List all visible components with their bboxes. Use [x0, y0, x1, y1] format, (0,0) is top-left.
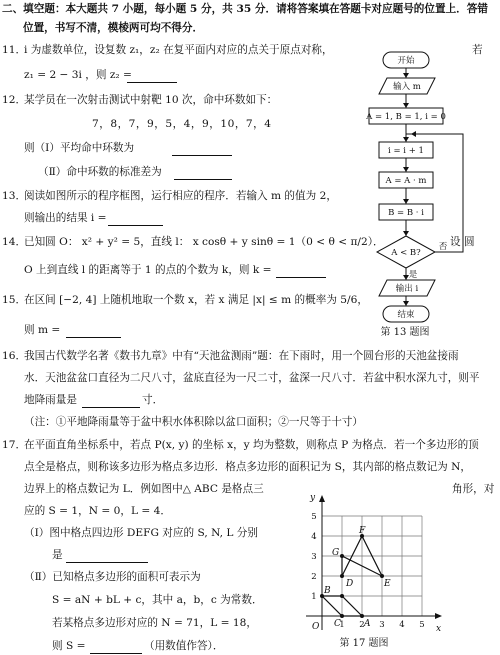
q11-answer-blank[interactable] — [127, 82, 177, 83]
q16-line1: 我国古代数学名著《数书九章》中有“天池盆测雨”题：在下雨时，用一个圆台形的天池盆接雨 — [24, 350, 459, 362]
flow-start-label: 开始 — [397, 56, 415, 66]
q16-answer-blank[interactable] — [82, 407, 140, 408]
q15-number: 15． — [2, 294, 27, 306]
q17-caption: 第 17 题图 — [339, 638, 389, 649]
q17-number: 17． — [2, 439, 27, 451]
q13-line2: 则输出的结果 i = — [24, 212, 107, 224]
origin-label: O — [312, 622, 320, 632]
flow-init-label: A = 1, B = 1, i = 0 — [366, 112, 446, 122]
flow-no-label: 否 — [438, 242, 448, 252]
q15-answer-blank[interactable] — [66, 337, 121, 338]
q17-line1: 在平面直角坐标系中，若点 P(x, y) 的坐标 x，y 均为整数，则称点 P 为格点．若一个多边形的顶 — [24, 439, 479, 451]
tick-x-5: 5 — [419, 620, 425, 630]
tick-y-5: 5 — [311, 512, 317, 522]
section-heading-line2: 位置，书写不清，模棱两可均不得分． — [23, 22, 204, 34]
tick-x-2: 2 — [359, 620, 365, 630]
q17-part2d-tail: （用数值作答）． — [144, 640, 224, 652]
q14-line1: 已知圆 O： x² + y² = 5，直线 l： x cosθ + y sinθ = 1（0 < θ < π/2）． — [24, 236, 384, 248]
q16-note: （注：①平地降雨量等于盆中积水体积除以盆口面积；②一尺等于十寸） — [24, 416, 363, 428]
q17-line2: 点全是格点，则称该多边形为格点多边形．格点多边形的面积记为 S，其内部的格点数记为 N， — [24, 461, 472, 473]
q11-line1-tail: 若 — [472, 44, 483, 56]
q17-part2d: 则 S = — [52, 640, 86, 652]
point-F-label: F — [359, 526, 366, 536]
point-C-label: C — [334, 619, 341, 629]
q17-part2a: （Ⅱ）已知格点多边形的面积可表示为 — [24, 571, 201, 583]
q12-part2: （Ⅱ）命中环数的标准差为 — [38, 166, 162, 178]
tick-y-4: 4 — [311, 532, 317, 542]
q13-number: 13． — [2, 190, 27, 202]
point-E-label: E — [384, 579, 391, 589]
flow-step3-label: B = B · i — [388, 208, 424, 218]
q17-lattice-figure — [298, 490, 453, 655]
flow-input-label: 输入 m — [393, 82, 421, 92]
tick-y-3: 3 — [311, 552, 317, 562]
q17-line3-tail: 角形，对 — [452, 483, 495, 495]
tick-x-1: 1 — [339, 620, 345, 630]
q15-line2: 则 m = — [24, 324, 61, 336]
q12-part2-blank[interactable] — [174, 179, 232, 180]
point-B-label: B — [324, 586, 331, 596]
q16-line2: 水．天池盆盆口直径为二尺八寸，盆底直径为一尺二寸，盆深一尺八寸．若盆中积水深九寸，则平 — [24, 372, 480, 384]
q14-line1-tail: 设 圆 — [450, 236, 475, 248]
q17-part2b: S = aN + bL + c，其中 a，b，c 为常数． — [52, 594, 263, 606]
q16-line3: 地降雨量是 — [24, 394, 77, 406]
section-heading-line1: 二、填空题：本大题共 7 小题，每小题 5 分，共 35 分．请将答案填在答题卡对应题号的位置上．答错 — [2, 3, 488, 15]
q13-line1: 阅读如图所示的程序框图，运行相应的程序．若输入 m 的值为 2， — [24, 190, 337, 202]
q13-caption: 第 13 题图 — [380, 327, 430, 338]
tick-x-3: 3 — [379, 620, 385, 630]
q14-line2: O 上到直线 l 的距离等于 1 的点的个数为 k，则 k = — [24, 264, 272, 276]
axis-x-label: x — [436, 624, 442, 634]
q12-part1: 则（Ⅰ）平均命中环数为 — [24, 142, 135, 154]
flow-end-label: 结束 — [397, 310, 415, 320]
q17-part1a: （Ⅰ）图中格点四边形 DEFG 对应的 S, N, L 分别 — [24, 527, 258, 539]
q13-answer-blank[interactable] — [108, 225, 163, 226]
tick-x-4: 4 — [399, 620, 405, 630]
q17-line4: 应的 S = 1，N = 0，L = 4． — [24, 505, 171, 517]
point-A-label: A — [364, 619, 371, 629]
flow-step2-label: A = A · m — [385, 176, 427, 186]
q12-line1: 某学员在一次射击测试中射靶 10 次，命中环数如下： — [24, 94, 278, 106]
q12-data: 7，8，7，9，5，4，9，10，7，4 — [92, 118, 272, 130]
axis-y-label: y — [310, 493, 316, 503]
q11-line1: i 为虚数单位，设复数 z₁，z₂ 在复平面内对应的点关于原点对称， — [24, 44, 333, 56]
tick-y-2: 2 — [311, 572, 317, 582]
q11-line2: z₁ = 2 − 3i ，则 z₂ = — [24, 69, 132, 81]
q17-line3: 边界上的格点数记为 L．例如图中△ ABC 是格点三 — [24, 483, 264, 495]
q14-answer-blank[interactable] — [276, 277, 326, 278]
q13-flowchart — [355, 48, 500, 338]
q15-line1: 在区间 [−2, 4] 上随机地取一个数 x，若 x 满足 |x| ≤ m 的概率为 5/6， — [24, 294, 368, 306]
tick-y-1: 1 — [311, 592, 317, 602]
q12-number: 12． — [2, 94, 27, 106]
flow-step1-label: i = i + 1 — [388, 146, 424, 156]
point-D-label: D — [346, 579, 354, 589]
q17-part1-blank[interactable] — [66, 562, 148, 563]
q17-part1b: 是 — [52, 549, 63, 561]
q16-line3-tail: 寸． — [142, 394, 164, 406]
flow-output-label: 输出 i — [395, 284, 419, 294]
flow-yes-label: 是 — [408, 270, 418, 280]
point-G-label: G — [332, 548, 340, 558]
q11-number: 11． — [2, 44, 27, 56]
q16-number: 16． — [2, 350, 27, 362]
q14-number: 14． — [2, 236, 27, 248]
q12-part1-blank[interactable] — [172, 155, 232, 156]
q17-part2c: 若某格点多边形对应的 N = 71，L = 18， — [52, 617, 257, 629]
flow-decision-label: A < B? — [391, 248, 421, 258]
q17-part2-blank[interactable] — [90, 653, 142, 654]
